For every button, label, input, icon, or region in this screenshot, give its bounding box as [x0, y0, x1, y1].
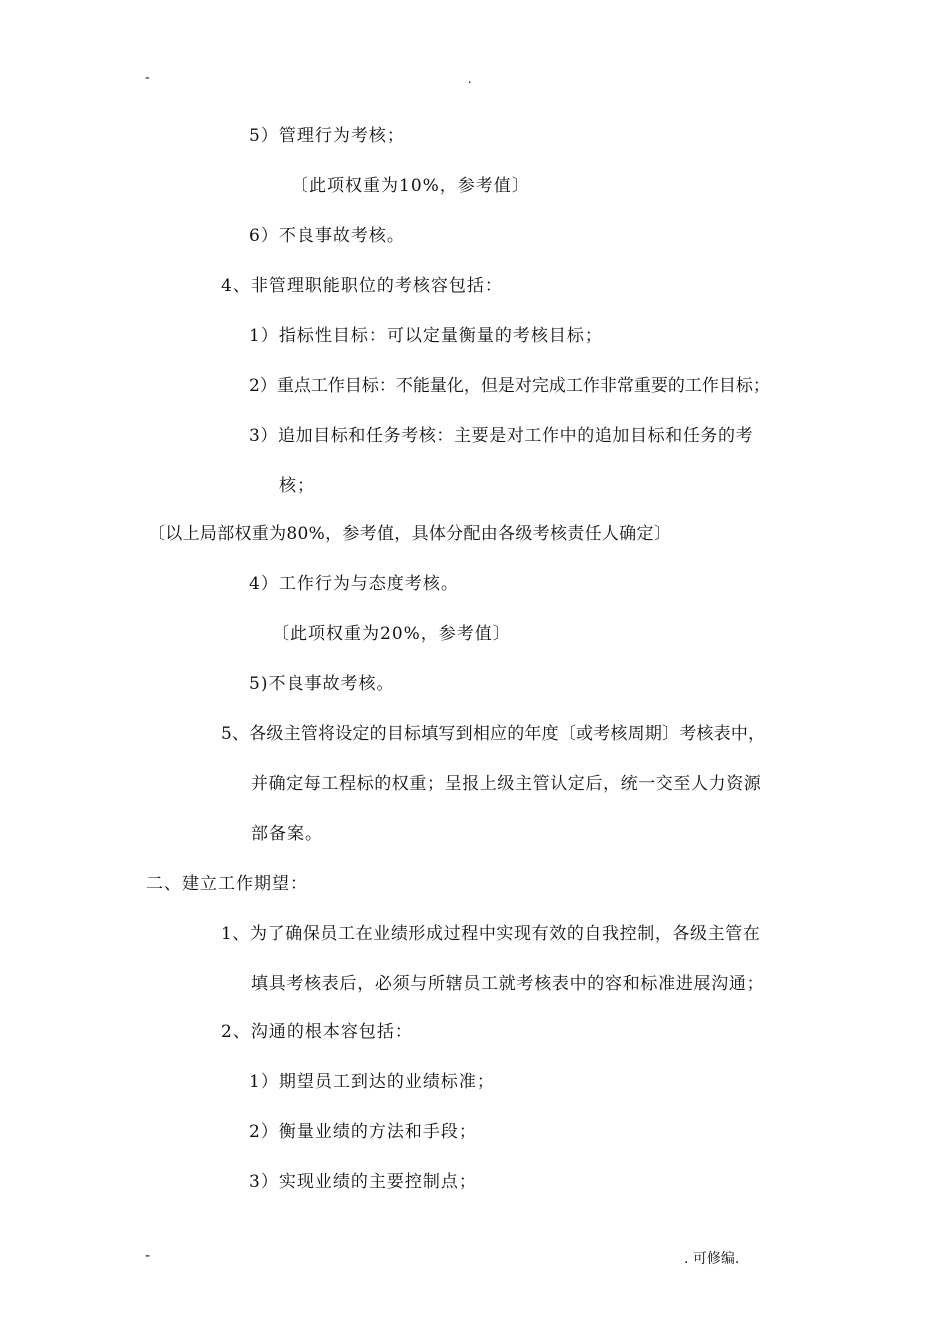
text-line: 3）实现业绩的主要控制点；: [249, 1172, 477, 1192]
text-line: 〔此项权重为10%，参考值〕: [291, 176, 530, 196]
text-line: 〔以上局部权重为80%，参考值，具体分配由各级考核责任人确定〕: [148, 524, 672, 544]
text-line: 4）工作行为与态度考核。: [249, 574, 459, 594]
text-line: 核；: [279, 476, 315, 496]
text-line: 填具考核表后，必须与所辖员工就考核表中的容和标准进展沟通；: [251, 974, 765, 994]
text-line: 2、沟通的根本容包括：: [221, 1022, 413, 1042]
footer-left-mark: -: [145, 1248, 151, 1264]
text-line: 1）期望员工到达的业绩标准；: [249, 1072, 495, 1092]
text-line: 〔此项权重为20%，参考值〕: [272, 624, 511, 644]
header-right-mark: .: [468, 72, 472, 87]
text-line: 6）不良事故考核。: [249, 226, 405, 246]
text-line: 2）衡量业绩的方法和手段；: [249, 1122, 477, 1142]
text-line: 5)不良事故考核。: [249, 674, 395, 694]
text-line: 5）管理行为考核；: [249, 126, 405, 146]
text-line: 1、为了确保员工在业绩形成过程中实现有效的自我控制，各级主管在: [221, 924, 761, 944]
section-heading: 二、建立工作期望：: [146, 874, 308, 894]
text-line: 1）指标性目标：可以定量衡量的考核目标；: [249, 326, 603, 346]
footer-editable-note: . 可修编.: [684, 1251, 740, 1267]
text-line: 4、非管理职能职位的考核容包括：: [221, 276, 503, 296]
header-left-mark: -: [145, 70, 150, 85]
text-line: 5、各级主管将设定的目标填写到相应的年度〔或考核周期〕考核表中，: [221, 724, 766, 744]
text-line: 部备案。: [251, 824, 323, 844]
text-line: 并确定每工程标的权重；呈报上级主管认定后，统一交至人力资源: [251, 774, 762, 794]
text-line: 3）追加目标和任务考核：主要是对工作中的追加目标和任务的考: [249, 426, 754, 446]
text-line: 2）重点工作目标：不能量化，但是对完成工作非常重要的工作目标；: [249, 376, 770, 396]
